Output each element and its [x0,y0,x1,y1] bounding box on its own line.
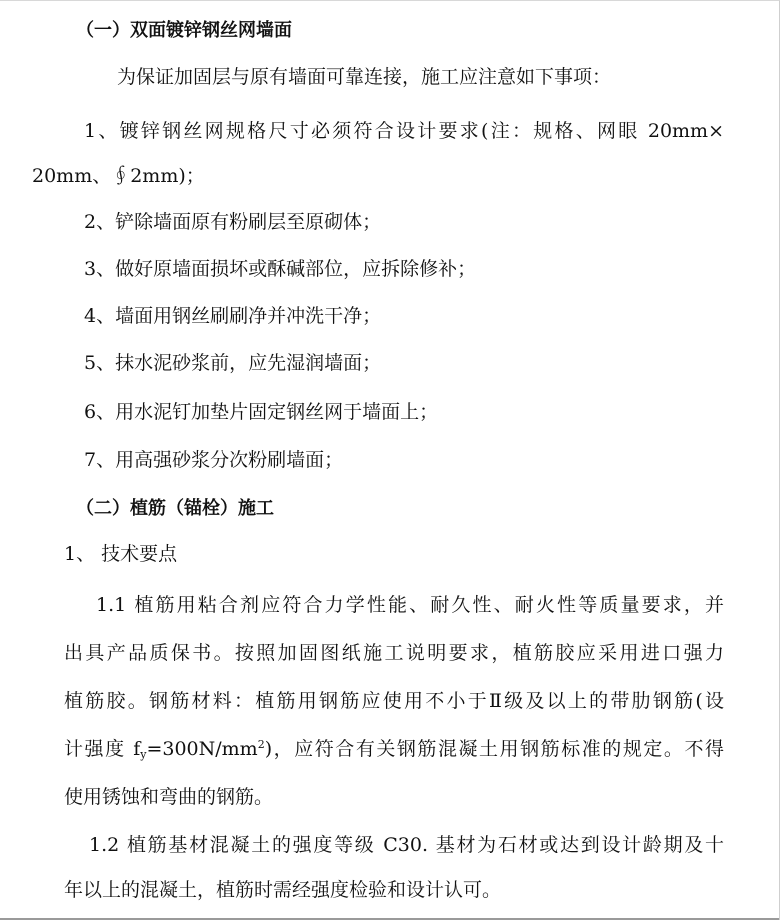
section1-item5: 5、抹水泥砂浆前，应先湿润墙面； [84,352,382,374]
section1-item3: 3、做好原墙面损坏或酥碱部位，应拆除修补； [84,258,477,280]
section1-heading: （一）双面镀锌钢丝网墙面 [76,20,292,41]
line4-superscript: 2 [257,738,265,751]
paragraph-1-1-line4 [64,737,724,761]
paragraph-1-1-line3: 植筋胶。钢筋材料：植筋用钢筋应使用不小于Ⅱ级及以上的带肋钢筋(设 [64,690,724,712]
section1-item1-line1: 1、镀锌钢丝网规格尺寸必须符合设计要求(注：规格、网眼 20mm× [84,120,724,142]
paragraph-1-2-line2: 年以上的混凝土，植筋时需经强度检验和设计认可。 [64,879,502,901]
section1-item4: 4、墙面用钢丝刷刷净并冲洗干净； [84,305,382,327]
line4-pre: 计强度 f [64,738,141,760]
section1-item7: 7、用高强砂浆分次粉刷墙面； [84,449,344,471]
section1-item6: 6、用水泥钉加垫片固定钢丝网于墙面上； [84,401,439,423]
section1-item2: 2、铲除墙面原有粉刷层至原砌体； [84,211,382,233]
line4-subscript: y [140,748,147,761]
section2-heading: （二）植筋（锚栓）施工 [76,498,274,519]
paragraph-1-1-line1: 1.1 植筋用粘合剂应符合力学性能、耐久性、耐火性等质量要求，并 [96,594,724,616]
line4-post: )，应符合有关钢筋混凝土用钢筋标准的规定。不得 [264,738,724,760]
section1-intro: 为保证加固层与原有墙面可靠连接，施工应注意如下事项： [117,66,612,88]
line4-mid: =300N/mm [146,738,258,760]
paragraph-1-2-line1: 1.2 植筋基材混凝土的强度等级 C30. 基材为石材或达到设计龄期及十 [89,834,724,856]
paragraph-1-1-line5: 使用锈蚀和弯曲的钢筋。 [64,786,274,808]
paragraph-1-1-line2: 出具产品质保书。按照加固图纸施工说明要求，植筋胶应采用进口强力 [64,642,724,664]
section2-subheading: 1、 技术要点 [64,543,178,565]
section1-item1-line2: 20mm、∮2mm)； [32,165,205,187]
